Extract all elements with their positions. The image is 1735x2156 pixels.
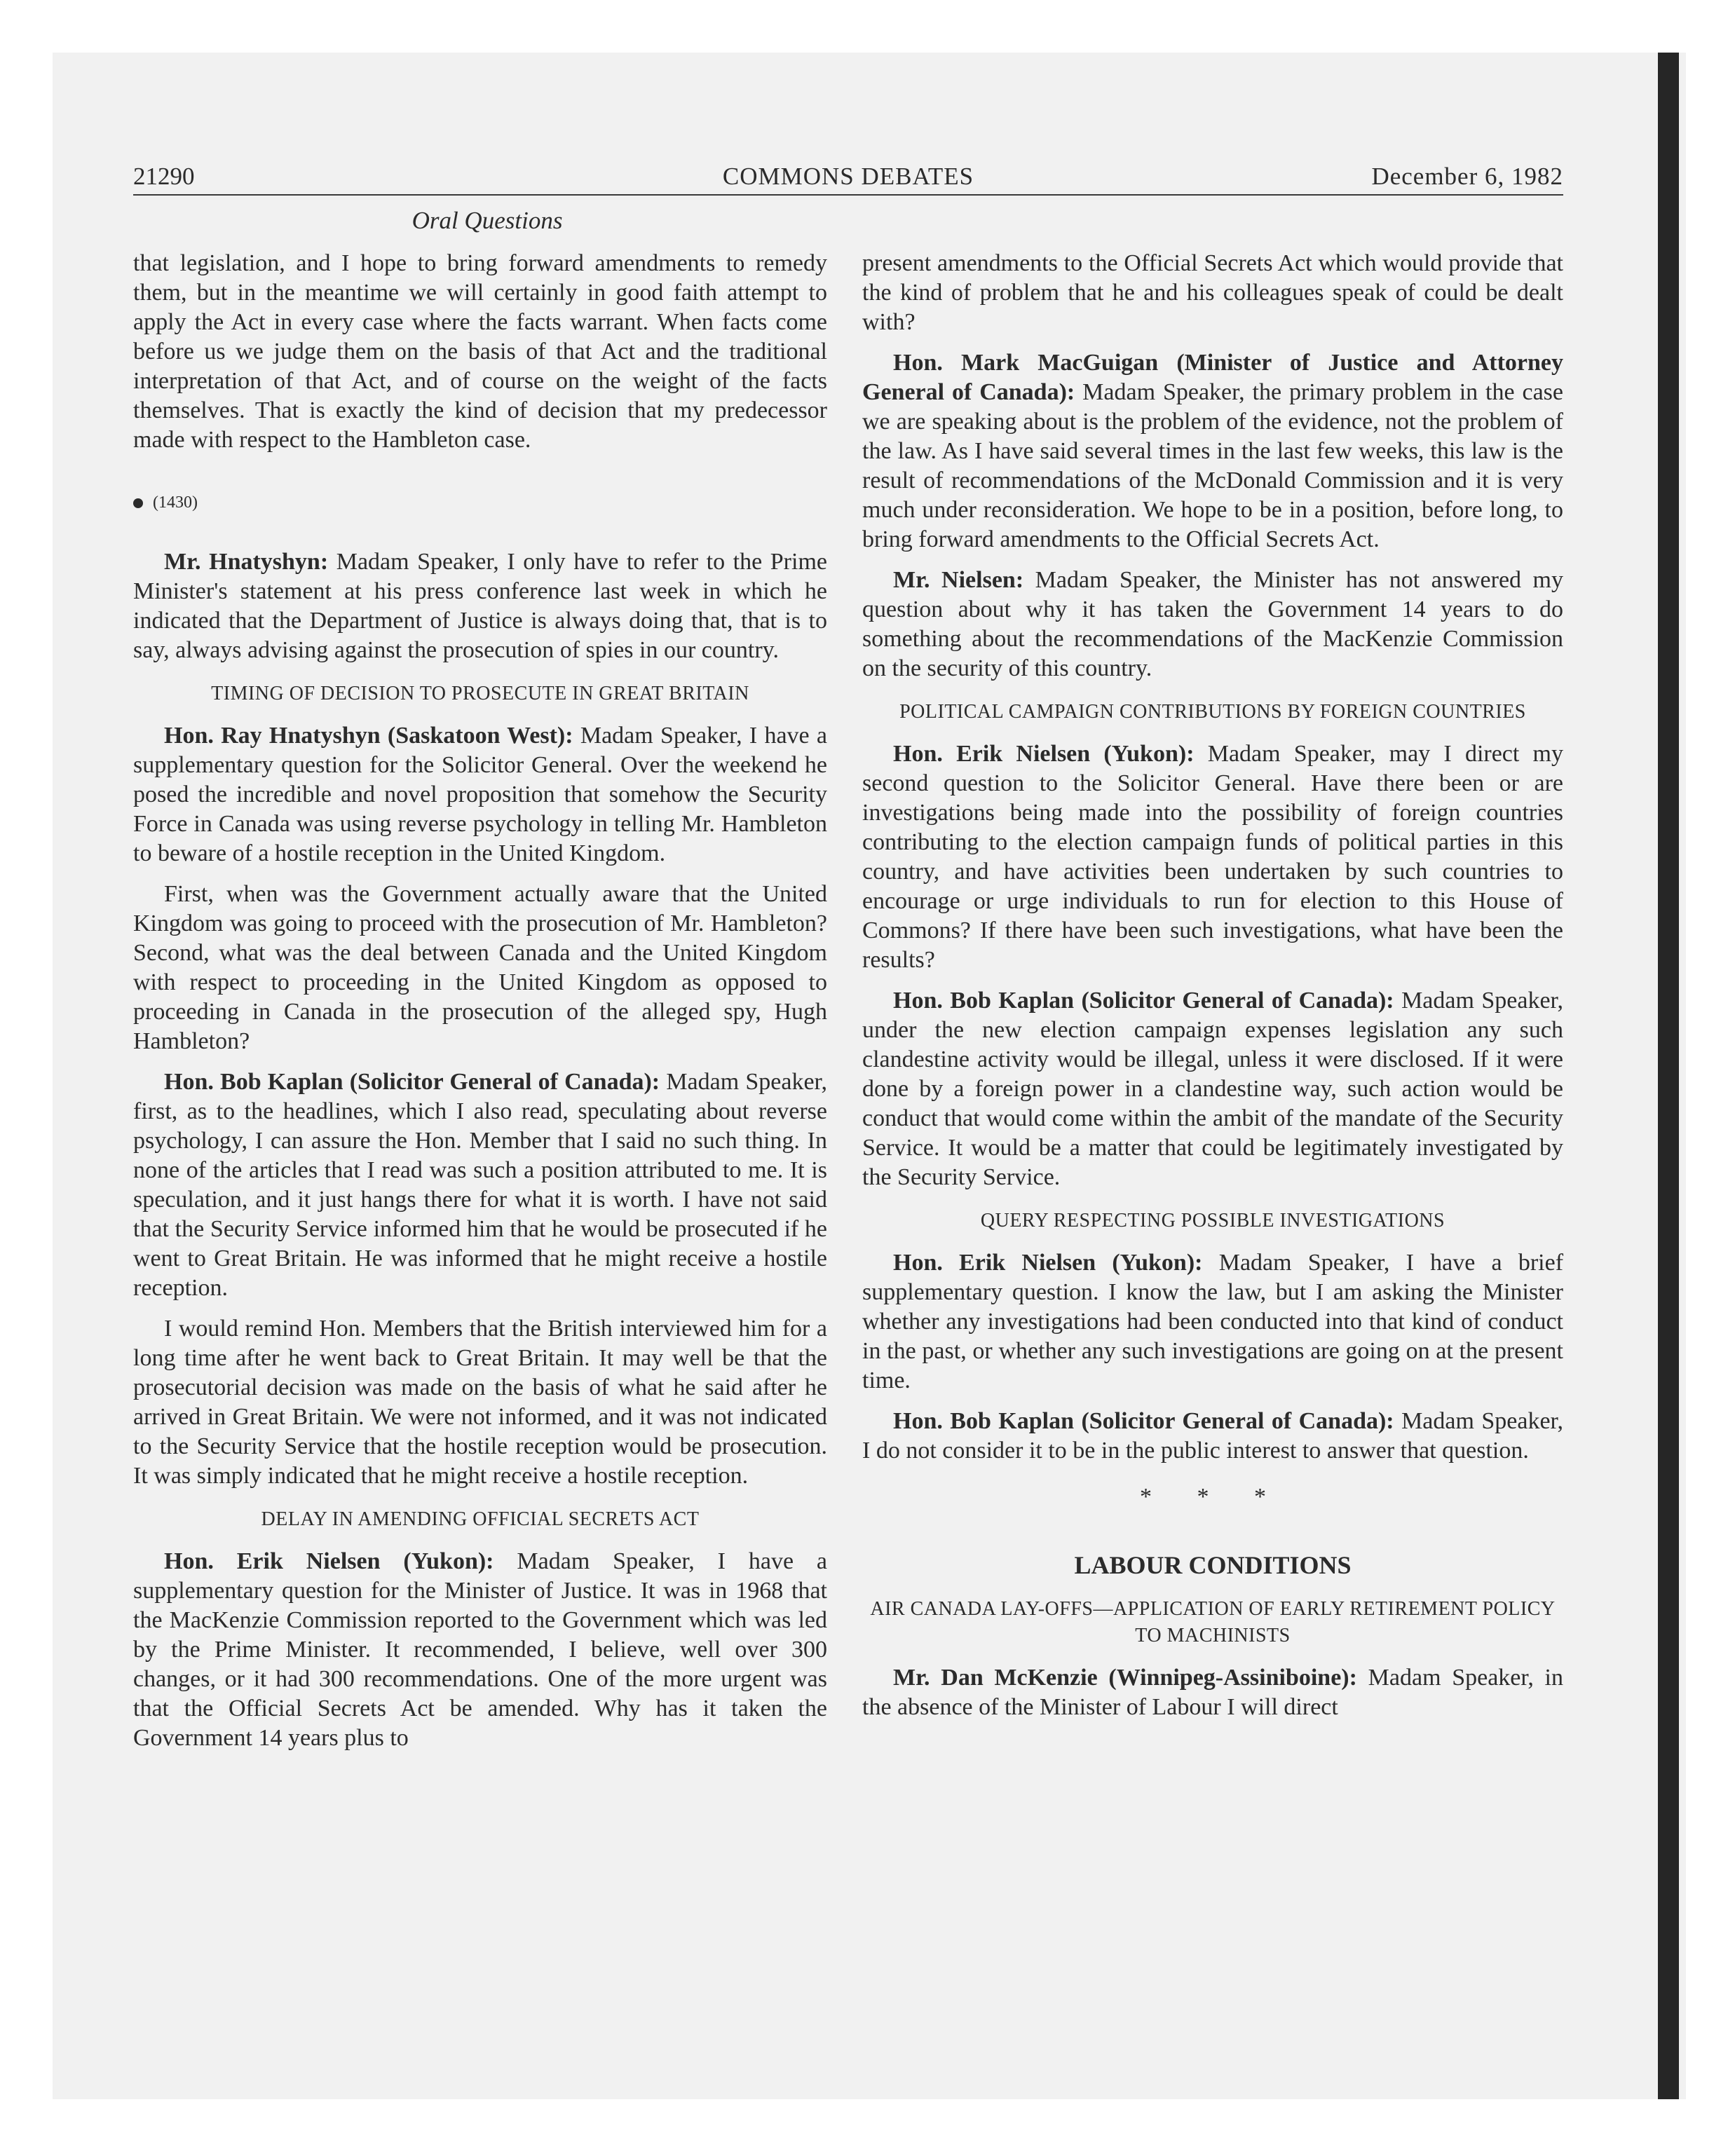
speech [133,721,827,868]
speech-text: Madam Speaker, I have a supplementary question for the Solicitor General. Over the weekend he posed the incredible and novel proposition that somehow the Security Force in Canada was using reverse psychology in telling Mr. Hambleton to beware of a hostile reception in the United Kingdom. [133,723,827,866]
page-number: 21290 [133,163,195,190]
speaker-name: Hon. Ray Hnatyshyn (Saskatoon West): [164,723,573,749]
subheading: DELAY IN AMENDING OFFICIAL SECRETS ACT [261,1508,700,1530]
speech [862,986,1563,1192]
subheading: POLITICAL CAMPAIGN CONTRIBUTIONS BY FOREIGN COUNTRIES [899,701,1526,723]
speech [862,566,1563,683]
speech-text: Madam Speaker, first, as to the headlines, which I also read, speculating about reverse psychology, I can assure the Hon. Member that I said no such thing. In none of the articles that I read was such a position attributed to me. It is speculation, and it just hangs there for what it is worth. I have not said that the Security Service informed him that he would be prosecuted if he went to Great Britain. He was informed that he might receive a hostile reception. [133,1069,827,1301]
speech-text: Madam Speaker, I have a brief supplementary question. I know the law, but I am asking the Minister whether any investigations had been conducted into that kind of conduct in the past, or whether any such investigations are going on at the present time. [862,1250,1564,1393]
speaker-name: Mr. Dan McKenzie (Winnipeg-Assiniboine): [893,1665,1357,1691]
paragraph: that legislation, and I hope to bring forward amendments to remedy them, but in the meantime we will certainly in good faith attempt to apply the Act in every case where the facts warrant. When facts come before us we judge them on the basis of that Act and the traditional interpretation of that Act, and of course on the weight of the facts themselves. That is exactly the kind of decision that my predecessor made with respect to the Hambleton case. [133,250,827,453]
paragraph: present amendments to the Official Secrets Act which would provide that the kind of problem that he and his colleagues speak of could be dealt with? [862,250,1563,335]
speech [862,739,1563,975]
speech-text: Madam Speaker, the primary problem in the case we are speaking about is the problem of the evidence, not the problem of the law. As I have said several times in the last few weeks, this law is the result of recommendations of the McDonald Commission and it is very much under reconsideration. We hope to be in a position, before long, to bring forward amendments to the Official Secrets Act. [862,379,1564,552]
publication-title: COMMONS DEBATES [722,163,974,190]
hansard-page [133,158,1564,1751]
bullet-icon [133,498,143,508]
time-mark-text: (1430) [153,493,198,512]
speaker-name: Hon. Bob Kaplan (Solicitor General of Canada): [893,988,1394,1014]
speaker-name: Hon. Mark MacGuigan (Minister of Justice and Attorney General of Canada): [862,350,1563,405]
subheading: TIMING OF DECISION TO PROSECUTE IN GREAT BRITAIN [211,683,749,704]
speaker-name: Hon. Erik Nielsen (Yukon): [893,741,1195,767]
speech [862,1663,1563,1722]
speaker-name: Hon. Erik Nielsen (Yukon): [893,1250,1203,1276]
speaker-name: Mr. Nielsen: [893,567,1024,593]
speech [862,1248,1563,1396]
speaker-name: Hon. Erik Nielsen (Yukon): [164,1548,494,1574]
paragraph: First, when was the Government actually aware that the United Kingdom was going to proceed with the prosecution of Mr. Hambleton? Second, what was the deal between Canada and the United Kingdom with respect to proceeding in the United Kingdom as opposed to proceeding in Canada in the prosecution of the alleged spy, Hugh Hambleton? [133,881,827,1054]
speech-text: Madam Speaker, may I direct my second question to the Solicitor General. Have there been or are investigations being made into the possibility of foreign countries contributing to the election campaign funds of political parties in this country, and have activities been undertaken by such countries to encourage or urge individuals to run for election to this House of Commons? If there have been such investigations, what have been the results? [862,741,1563,973]
running-header [133,158,1563,196]
left-column [133,249,827,1764]
speaker-name: Mr. Hnatyshyn: [164,549,329,575]
subheading: AIR CANADA LAY-OFFS—APPLICATION OF EARLY RETIREMENT POLICY TO MACHINISTS [870,1598,1556,1646]
speech [862,1407,1563,1466]
speech-text: Madam Speaker, under the new election campaign expenses legislation any such clandestine activity would be illegal, unless it were disclosed. If it were done by a foreign power in a clandestine way, such action would be conduct that would come within the ambit of the mandate of the Security Service. It would be a matter that could be legitimately investigated by the Security Service. [862,988,1563,1190]
speech-text: Madam Speaker, I do not consider it to be in the public interest to answer that question. [862,1408,1563,1464]
section-title: LABOUR CONDITIONS [1074,1551,1352,1579]
right-column [862,249,1563,1733]
speech [133,1547,827,1753]
speech-text: Madam Speaker, I only have to refer to the Prime Minister's statement at his press conference last week in which he indicated that the Department of Justice is always doing that, that is to say, always advising against the prosecution of spies in our country. [133,549,827,663]
speech [133,1067,827,1303]
time-mark [133,489,827,517]
speech [133,547,827,665]
speech-text: Madam Speaker, the Minister has not answered my question about why it has taken the Government 14 years to do something about the recommendations of the MacKenzie Commission on the security of this country. [862,567,1563,681]
sitting-date: December 6, 1982 [1371,163,1563,190]
speech [862,348,1563,554]
speech-text: Madam Speaker, I have a supplementary question for the Minister of Justice. It was in 1968 that the MacKenzie Commission reported to the Government which was led by the Prime Minister. It recommended, I believe, well over 300 changes, or it had 300 recommendations. One of the more urgent was that the Official Secrets Act be amended. Why has it taken the Government 14 years plus to [133,1548,828,1751]
speaker-name: Hon. Bob Kaplan (Solicitor General of Canada): [893,1408,1394,1434]
paragraph: I would remind Hon. Members that the British interviewed him for a long time after he went back to Great Britain. It may well be that the prosecutorial decision was made on the basis of what he said after he arrived in Great Britain. We were not informed, and it was not indicated to the Security Service that the hostile reception would be prosecution. It was simply indicated that he might receive a hostile reception. [133,1316,827,1489]
subheading: QUERY RESPECTING POSSIBLE INVESTIGATIONS [980,1210,1445,1231]
section-tag: Oral Questions [411,207,563,234]
page-edge-shadow [1658,53,1679,2099]
speech-text: Madam Speaker, in the absence of the Minister of Labour I will direct [862,1665,1564,1720]
section-separator: * * * [1140,1484,1286,1510]
speaker-name: Hon. Bob Kaplan (Solicitor General of Canada): [164,1069,660,1095]
